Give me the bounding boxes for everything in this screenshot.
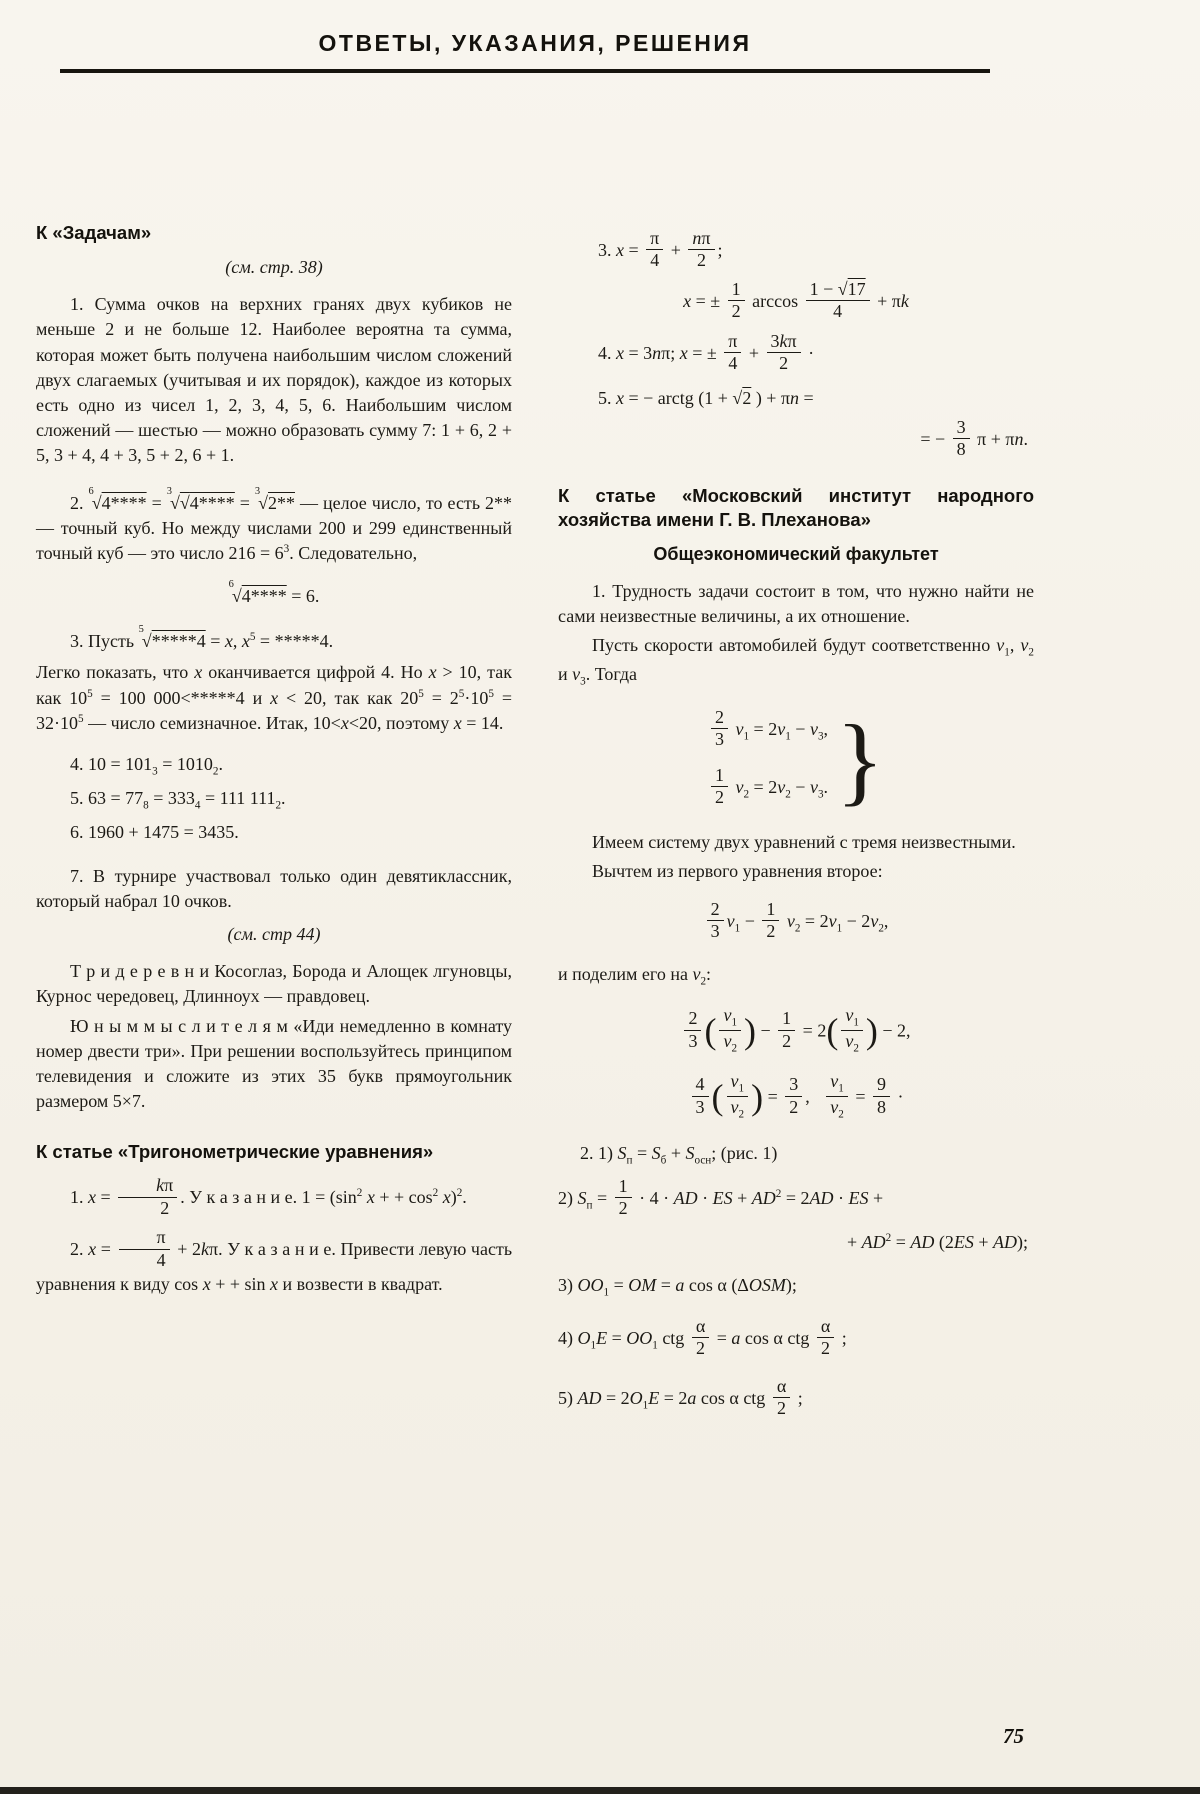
equation-answer-2: $^6$√4**** = 6. <box>228 579 320 607</box>
page-number: 75 <box>1003 1724 1024 1748</box>
see-page-38: (см. стр. 38) <box>225 257 323 278</box>
trig-answer-3: 3. x = $\frac{\pi}{4}$ + $\frac{n\pi}{2}$ ; x = ± $\frac{1}{2}$ arccos $\frac{1 - √17}{4}$ + πk <box>598 228 909 322</box>
trig-answer-4: 4. x = 3nπ; x = ± $\frac{\pi}{4}$ + $\frac{3k\pi}{2}$ · <box>598 330 815 374</box>
answer-1: 1. Сумма очков на верхних гранях двух кубиков не меньше 2 и не больше 12. Наиболее вероятна та сумма, которая может быть получена наибольшим числом сложений двух слагаемых (учитывая и их порядок), каждое из которых есть одно из чисел 1, 2, 3, 4, 5, 6. Наибольшим числом сложений — шестью — можно образовать сумму 7: 1 + 6, 2 + 5, 3 + 4, 4 + 3, 5 + 2, 6 + 1. <box>36 294 512 466</box>
trig-answer-5: 5. x = − arctg (1 + √2 ) + πn = = − $\frac{3}{8}$ π + πn. <box>598 387 1028 460</box>
heading-k-zadacham: К «Задачам» <box>36 222 152 243</box>
left-column <box>36 221 512 1425</box>
see-page-44: (см. стр 44) <box>227 924 321 945</box>
econ-answer-1-intro: 1. Трудность задачи состоит в том, что нужно найти не сами неизвестные величины, а их отношение. <box>558 580 1034 627</box>
answer-4: 4. $10 = 101_3 = 1010_2$. <box>70 754 223 778</box>
young-thinkers-paragraph: Ю н ы м м ы с л и т е л я м «Иди немедленно в комнату номер двести три». При решении воспользуйтесь принципом телевидения и сложите из этих 35 букв прямоугольник размером 5×7. <box>36 1015 512 1112</box>
page-header <box>0 0 1200 73</box>
geom-step-5: 5) AD = $2O_1E = 2a$ cos α ctg $\frac{\alpha}{2}$ ; <box>558 1375 803 1419</box>
geom-step-1: 2. 1) $S_п = S_б + S_{осн}$; (рис. 1) <box>580 1142 778 1167</box>
right-column <box>558 221 1034 1425</box>
answer-3-intro: 3. Пусть $^5$√*****4 = x, $x^5 = *****4$. <box>70 624 334 652</box>
geom-step-2: 2) $S_п$ = $\frac{1}{2}$ · 4 · AD · ES + $AD^2 = 2AD$ · ES + + $AD^2$ = AD (2ES + AD); <box>558 1175 1028 1252</box>
geom-step-4: 4) $O_1E = OO_1$ ctg $\frac{\alpha}{2}$ = a cos α ctg $\frac{\alpha}{2}$ ; <box>558 1315 847 1359</box>
heading-econ-faculty: Общеэкономический факультет <box>653 543 939 564</box>
trig-answer-2: 2. x = $\frac{\pi}{4}$ + 2kπ. У к а з а н и е. Привести левую часть уравнения к виду cos x + + sin x и возвести в квадрат. <box>36 1227 513 1295</box>
villages-paragraph: Т р и д е р е в н и Косоглаз, Борода и Алощек лгуновцы, Курнос чередовец, Длинноух — правдовец. <box>36 961 512 1007</box>
equation-divided: $\frac{2}{3}$ ( $\frac{v_1}{v_2}$ ) − $\frac{1}{2}$ = 2( $\frac{v_1}{v_2}$ ) − 2, <box>558 1008 1034 1056</box>
scan-bottom-edge <box>0 1787 1200 1794</box>
heading-trig-equations: К статье «Тригонометрические уравнения» <box>36 1141 434 1163</box>
heading-plekhanov-institute: К статье «Московский институт народного хозяйства имени Г. В. Плеханова» <box>558 484 1034 530</box>
answer-7: 7. В турнире участвовал только один девятиклассник, который набрал 10 очков. <box>36 865 512 911</box>
equation-system: $\frac{2}{3}$ $v_1 = 2v_1 - v_3$, $\frac{1}{2}$ $v_2 = 2v_2 - v_3$. } <box>558 710 1034 810</box>
answer-6: 6. 1960 + 1475 = 3435. <box>70 822 239 843</box>
answer-2: 2. $^6$√4**** = $^3$√√4**** = $^3$√2** — целое число, то есть 2** — точный куб. Но между числами 200 и 299 единственный точный куб — это число $216 = 6^3$. Следовательно, <box>36 485 513 563</box>
answer-5: 5. $63 = 77_8 = 333_4 = 111$ $111_2$. <box>70 788 286 812</box>
content-columns <box>0 73 1200 1425</box>
geom-step-3: 3) $OO_1$ = OM = a cos α (ΔOSM); <box>558 1274 797 1299</box>
econ-speeds-paragraph: Пусть скорости автомобилей будут соответственно $v_1$, $v_2$ и $v_3$. Тогда <box>558 635 1034 688</box>
trig-answer-1: 1. x = $\frac{k\pi}{2}$ . У к а з а н и е. $1 = (\sin^2$ x + + $\cos^2 x)^2$. <box>70 1175 467 1218</box>
page-title: ОТВЕТЫ, УКАЗАНИЯ, РЕШЕНИЯ <box>318 30 752 56</box>
subtract-comment: Вычтем из первого уравнения второе: <box>592 860 883 881</box>
equation-result: $\frac{4}{3}$ ( $\frac{v_1}{v_2}$ ) = $\frac{3}{2}$ , $\frac{v_1}{v_2}$ = $\frac{9}{8}$ · <box>558 1074 1034 1122</box>
divide-comment: и поделим его на $v_2$: <box>558 963 712 988</box>
system-comment: Имеем систему двух уравнений с тремя неизвестными. <box>592 831 1016 852</box>
answer-3-body: Легко показать, что x оканчивается цифрой 4. Но x > 10, так как $10^5 = 100$ 000<*****4 и x < 20, так как $20^5 = 2^5\cdot 10^5 = 32\cdot 10^5$ — число семизначное. Итак, 10<x<20, поэтому x = 14. <box>36 662 512 733</box>
equation-subtracted: $\frac{2}{3}$ $v_1$ − $\frac{1}{2}$ $v_2 = 2v_1 - 2v_2$, <box>558 902 1034 944</box>
